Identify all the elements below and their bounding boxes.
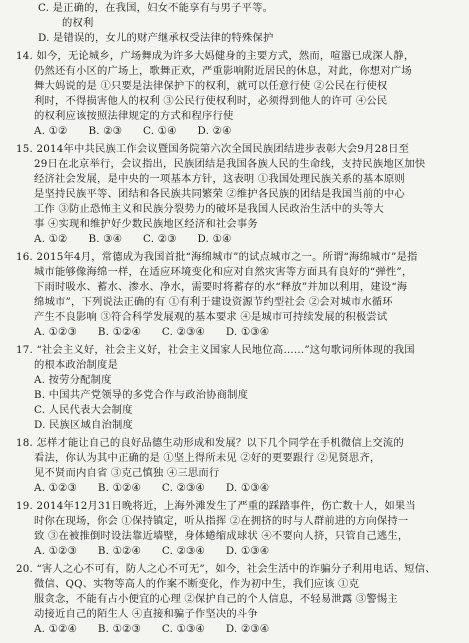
text-line: 的根本政治制度是 xyxy=(34,359,118,371)
text-line: A. ①② B. ②③ C. ①④ D. ②④ xyxy=(34,125,232,137)
text-line: A. ①②③ B. ①②④ C. ②③④ D. ①③④ xyxy=(34,545,270,557)
text-line: D. 民族区域自治制度 xyxy=(34,419,134,431)
text-line: 舞大妈说的是 ①只要是法律保护下的权利，就可以任意行使 ②公民在行使权 xyxy=(34,80,388,92)
text-line: 绵城市”，下列说法正确的有 ①有利于建设资源节约型社会 ②会对城市水循环 xyxy=(34,296,393,308)
text-line: 的权利应该按照法律规定的方式和程序行使 xyxy=(34,110,234,122)
text-line: 事 ④实现和维护好少数民族地区经济和社会事务 xyxy=(34,218,258,230)
text-line: 29日在北京举行，会议指出，民族团结是我国各族人民的生命线，支持民族地区加快 xyxy=(34,158,426,170)
text-line: 见不贤而内自省 ③克己慎独 ④三思而行 xyxy=(34,467,220,479)
text-line: C. 人民代表大会制度 xyxy=(34,404,133,416)
text-line: A. ①②③ B. ①②④ C. ②③④ D. ①③④ xyxy=(34,482,270,494)
text-line: 14. 如今，无论城乡，广场舞成为许多大妈健身的主要方式，然而，喧嚣已成深人静， xyxy=(16,50,415,62)
text-line: C. 是正确的，在我国，妇女不能享有与男子平等。 xyxy=(38,2,274,14)
text-line: 20. “害人之心不可有，防人之心不可无”，如今，社会生活中的诈骗分子利用电话、短信、 xyxy=(16,563,436,575)
text-line: 18. 怎样才能让自己的良好品德生动形成和发展？以下几个同学在手机微信上交流的 xyxy=(16,437,404,449)
text-line: D. 是错误的，女儿的财产继承权受法律的特殊保护 xyxy=(38,32,274,44)
text-line: A. ①②③ B. ①②④ C. ②③④ D. ①③④ xyxy=(34,326,270,338)
text-line: 下雨时吸水、蓄水、渗水、净水，需要时将蓄存的水“释放”并加以利用，建设“海 xyxy=(34,281,408,293)
text-line: 看法，你认为其中正确的是 ①坚上得所未见 ②好的更要跟行 ②见贤思齐， xyxy=(34,452,381,464)
text-line: 时你在现场，你会 ①保持镇定，听从指挥 ②在拥挤的时与人群前进的方向保持一 xyxy=(34,515,409,527)
text-line: 城市能够像海绵一样，在适应环境变化和应对自然灾害等方面具有良好的“弹性”， xyxy=(34,266,413,278)
text-line: A. ①② B. ③④ C. ②③ D. ①④ xyxy=(34,233,232,245)
text-line: B. 中国共产党领导的多党合作与政治协商制度 xyxy=(34,389,249,401)
text-line: 17. “社会主义好，社会主义好，社会主义国家人民地位高……”这句歌词所体现的我国 xyxy=(16,344,415,356)
text-line: 微信、QQ、实物等高人的作案不断变化，作为初中生，我们应该 ①克 xyxy=(34,578,360,590)
text-line: 动接近自己的陌生人 ④直接和骗子作坚决的斗争 xyxy=(34,608,258,620)
text-line: 利时，不得损害他人的权利 ③公民行使权利时，必须得到他人的许可 ④公民 xyxy=(34,95,388,107)
text-line: A. ①②④ B. ①②③ C. ①③④ D. ②③④ xyxy=(34,623,270,635)
text-line: 15. 2014年中共民族工作会议暨国务院第六次全国民族团结进步表彰大会9月28日至 xyxy=(16,143,410,155)
text-line: 16. 2015年4月，常德成为我国首批“海绵城市”的试点城市之一。所谓“海绵城市”是指 xyxy=(16,251,418,263)
text-line: 的权利 xyxy=(62,17,94,29)
text-line: 经济社会发展，是中央的一项基本方针，这表明 ①我国处理民族关系的基本原则 xyxy=(34,173,405,185)
text-line: 致 ③在被推倒时设法靠近墙壁，身体蜷缩成球状 ④不要向人挤，只管自己逃生， xyxy=(34,530,409,542)
text-line: 是坚持民族平等、团结和各民族共同繁荣 ②维护各民族的团结是我国当前的中心 xyxy=(34,188,405,200)
text-line: 服贪念，不能有占小便宜的心理 ②保护自己的个人信息，不轻易泄露 ③警惕主 xyxy=(34,593,398,605)
text-line: 仍然还有小区的广场上，歌舞正欢，严重影响附近居民的休息，对此，你想对广场 xyxy=(34,65,412,77)
text-line: 工作 ③防止恐怖主义和民族分裂势力的破坏是我国人民政治生活中的头等大 xyxy=(34,203,384,215)
text-line: 产生不良影响 ③符合科学发展观的基本要求 ④是城市可持续发展的积极尝试 xyxy=(34,311,388,323)
text-line: A. 按劳分配制度 xyxy=(34,374,112,386)
text-line: 19. 2014年12月31日晚将近，上海外滩发生了严重的踩踏事件，伤亡数十人，如果当 xyxy=(16,500,416,512)
